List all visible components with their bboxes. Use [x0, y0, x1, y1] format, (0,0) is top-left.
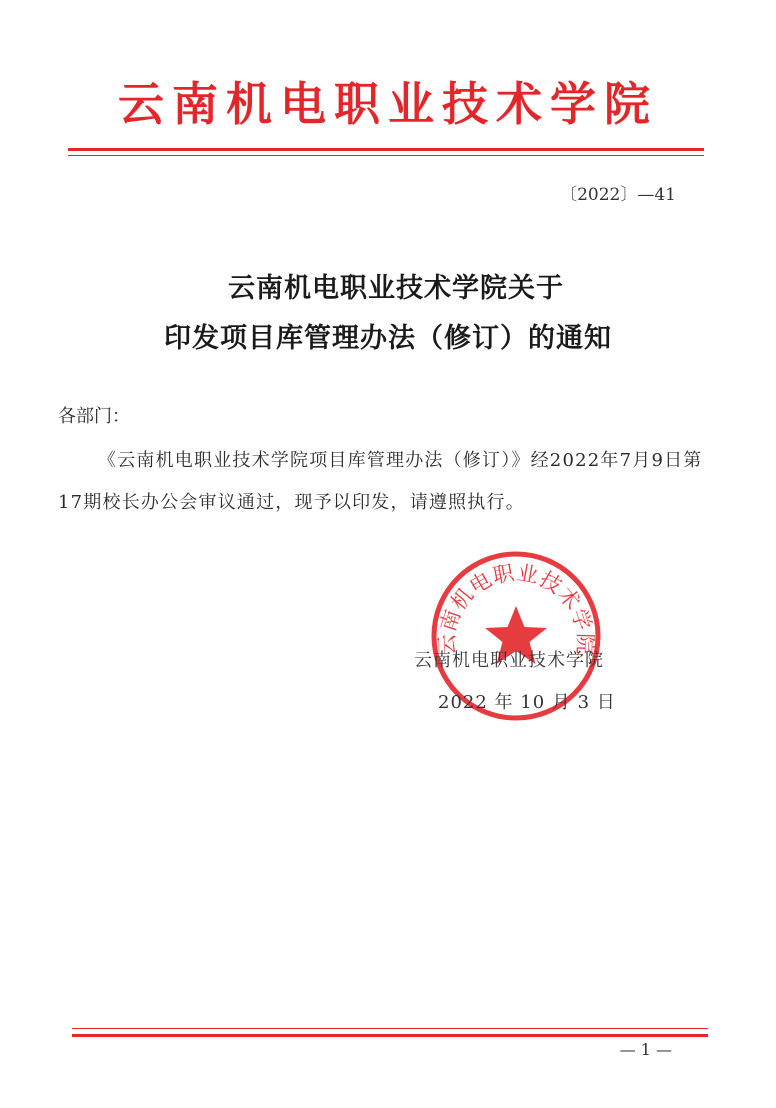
- page-number: — 1 —: [619, 1040, 672, 1059]
- document-title-line1: 云南机电职业技术学院关于: [228, 273, 564, 304]
- footer-rule-thin: [72, 1028, 708, 1029]
- seal-text: 云南机电职业技术学院: [434, 560, 598, 656]
- document-title-line2: 印发项目库管理办法（修订）的通知: [164, 323, 612, 354]
- letterhead-rule-thin: [68, 155, 704, 156]
- salutation: 各部门：: [58, 406, 130, 427]
- letterhead-title: 云南机电职业技术学院: [118, 77, 658, 131]
- footer-rule-thick: [72, 1034, 708, 1037]
- letterhead-rule-thick: [68, 148, 704, 151]
- body-paragraph: 《云南机电职业技术学院项目库管理办法（修订）》经2022年7月9日第17期校长办公会审议通过，现予以印发，请遵照执行。: [58, 450, 703, 513]
- document-number: 〔2022〕—41: [560, 185, 676, 205]
- signature-date: 2022 年 10 月 3 日: [438, 692, 616, 713]
- signature-organization: 云南机电职业技术学院: [414, 650, 604, 671]
